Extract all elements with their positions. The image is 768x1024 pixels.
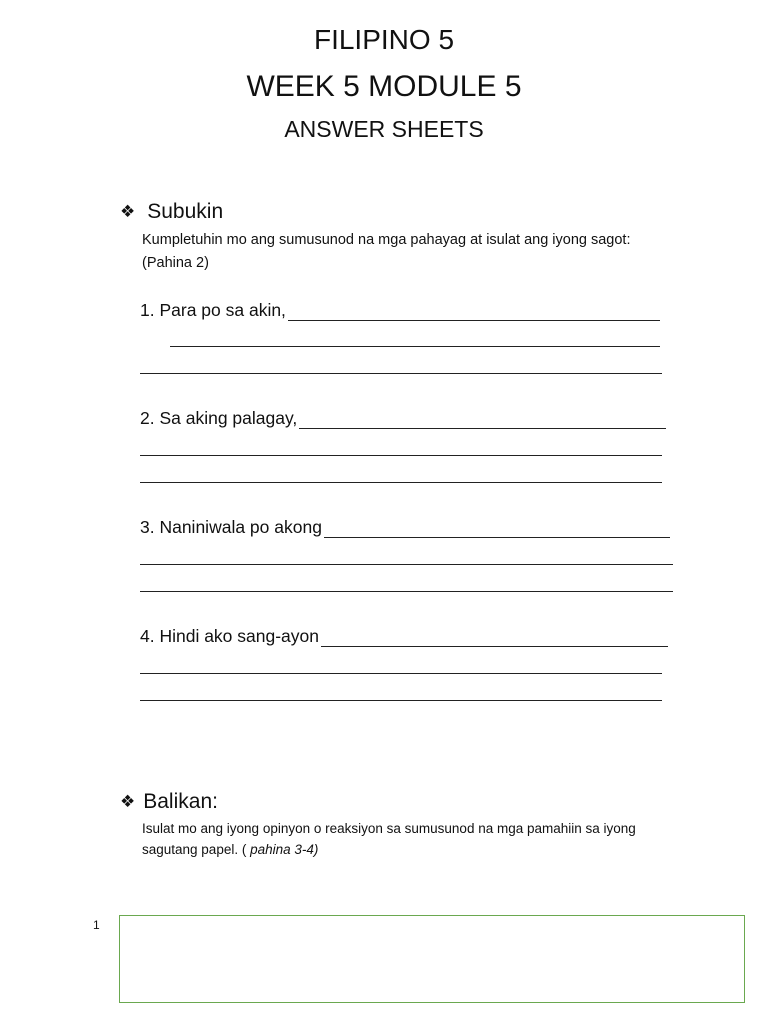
answer-line[interactable] xyxy=(140,455,662,456)
page-subtitle: WEEK 5 MODULE 5 xyxy=(246,70,522,103)
answer-item-4 xyxy=(140,626,668,647)
answer-line[interactable] xyxy=(140,591,673,592)
answer-line[interactable] xyxy=(288,302,660,321)
answer-item-3-prompt: 3. Naniniwala po akong xyxy=(140,517,322,537)
section-heading-subukin xyxy=(120,200,223,224)
page-number: 1 xyxy=(93,918,100,932)
answer-line[interactable] xyxy=(140,673,662,674)
diamond-bullet-icon: ❖ xyxy=(120,202,136,221)
answer-line[interactable] xyxy=(140,564,673,565)
answer-box[interactable] xyxy=(119,915,745,1003)
answer-line[interactable] xyxy=(299,410,666,429)
section-heading-balikan-label: Balikan: xyxy=(143,790,218,813)
balikan-instruction xyxy=(142,818,672,860)
answer-item-1-prompt: 1. Para po sa akin, xyxy=(140,300,286,320)
answer-line[interactable] xyxy=(140,482,662,483)
balikan-instruction-page-ref: pahina 3-4) xyxy=(250,842,319,857)
section-heading-balikan xyxy=(120,790,218,814)
answer-line[interactable] xyxy=(140,700,662,701)
subukin-instruction: Kumpletuhin mo ang sumusunod na mga pahayag at isulat ang iyong sagot: (Pahina 2) xyxy=(142,232,631,271)
answer-line[interactable] xyxy=(321,628,668,647)
answer-line[interactable] xyxy=(170,346,660,347)
page-title: FILIPINO 5 xyxy=(313,24,455,55)
balikan-instruction-text: Isulat mo ang iyong opinyon o reaksiyon sa sumusunod na mga pamahiin sa iyong sagutang papel. ( xyxy=(142,821,636,857)
answer-item-4-prompt: 4. Hindi ako sang-ayon xyxy=(140,626,319,646)
section-heading-subukin-label: Subukin xyxy=(147,200,224,223)
answer-line[interactable] xyxy=(324,519,670,538)
page-label: ANSWER SHEETS xyxy=(284,116,484,142)
answer-item-1 xyxy=(140,300,660,321)
answer-item-2-prompt: 2. Sa aking palagay, xyxy=(140,408,298,428)
answer-item-2 xyxy=(140,408,666,429)
diamond-bullet-icon: ❖ xyxy=(120,792,136,811)
answer-line[interactable] xyxy=(140,373,662,374)
answer-item-3 xyxy=(140,517,670,538)
